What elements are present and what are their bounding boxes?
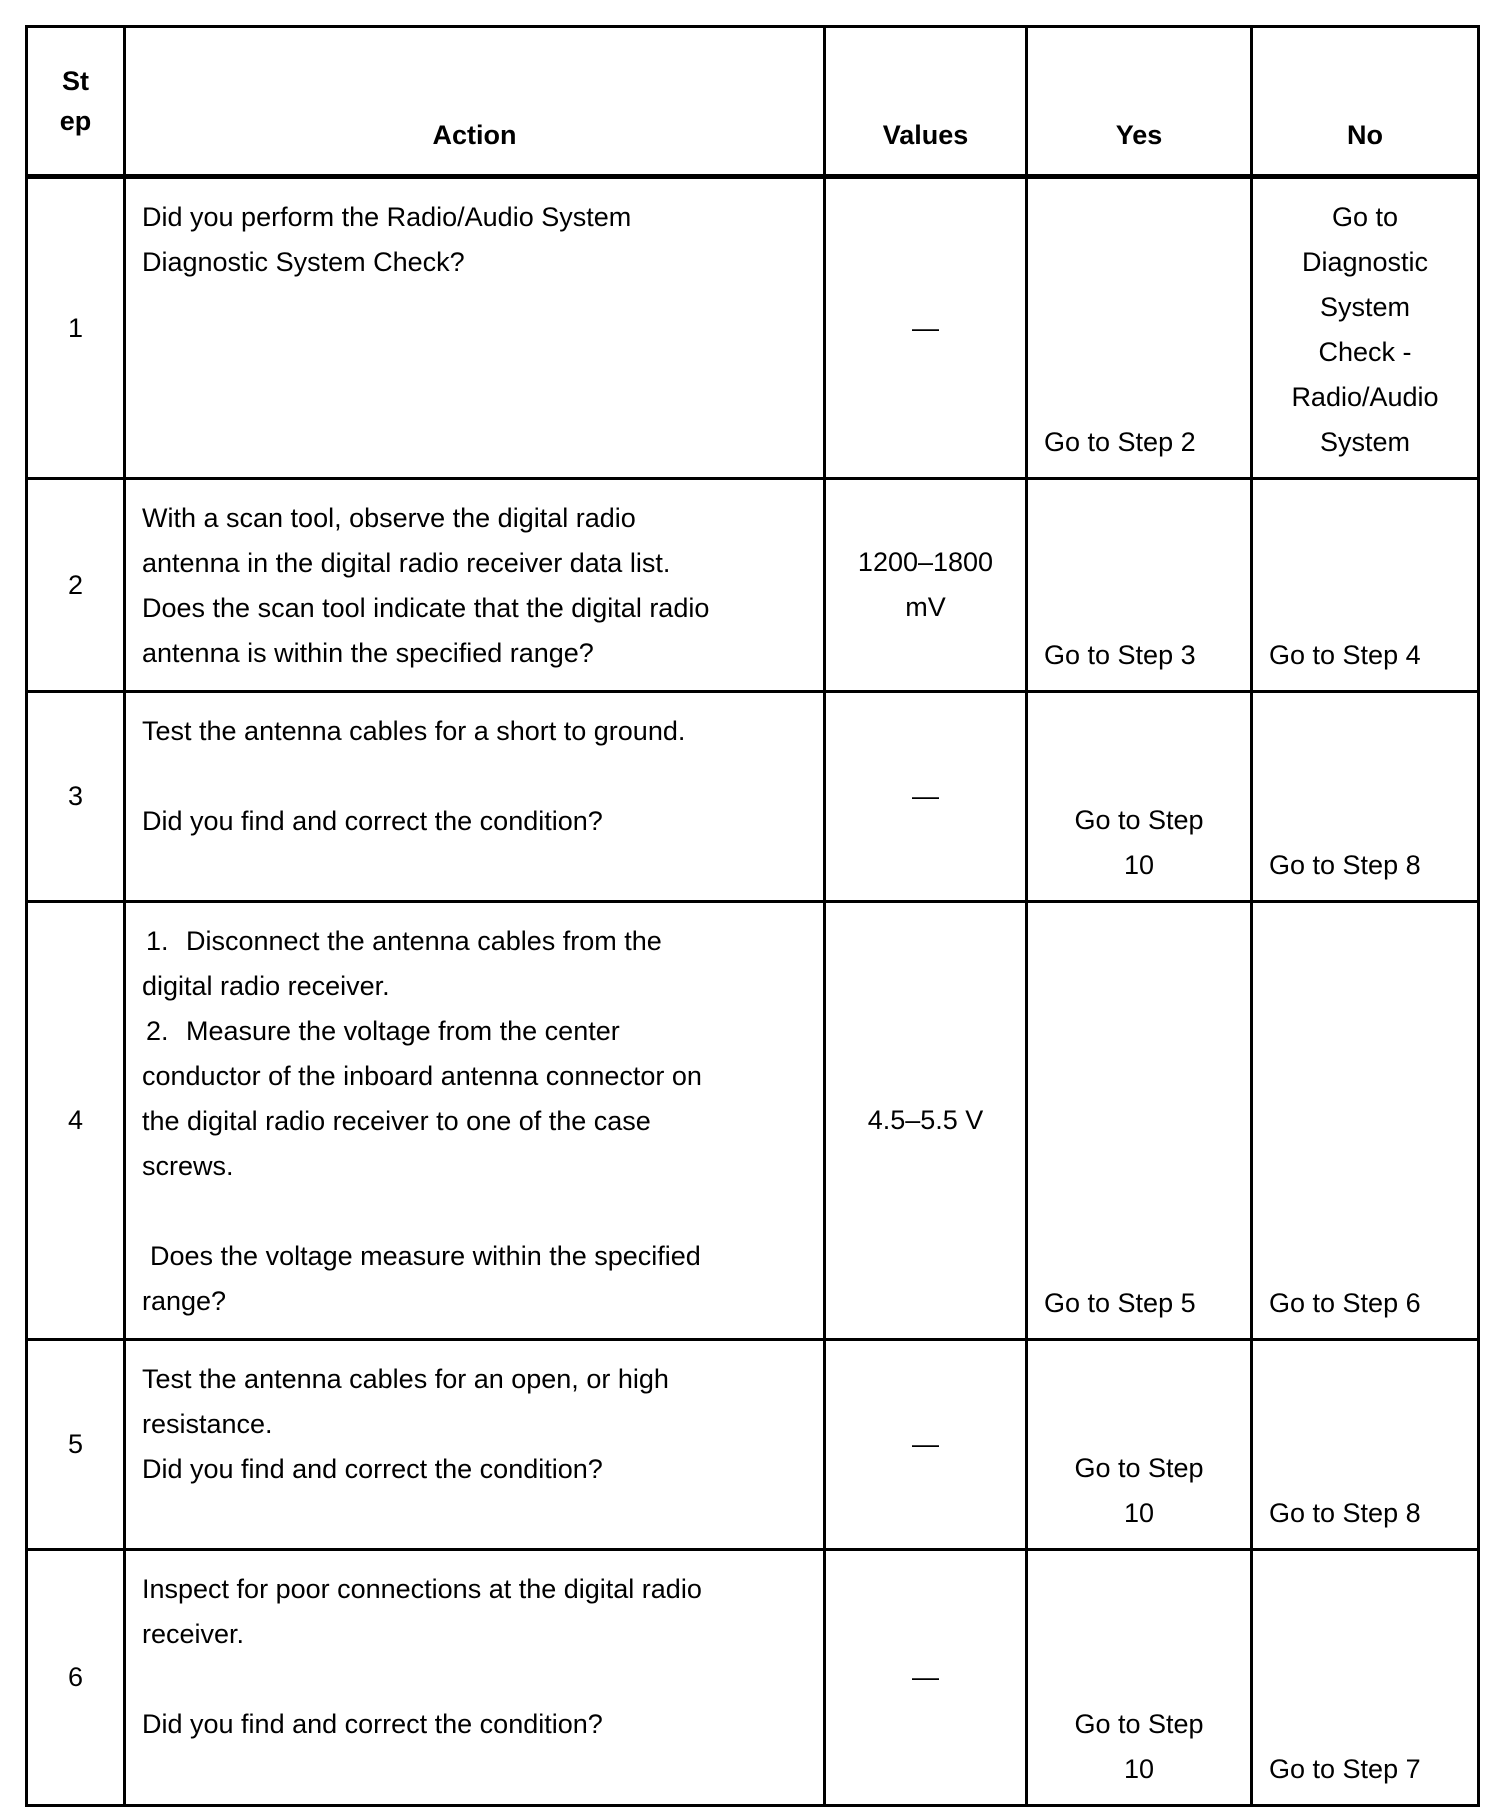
yes-cell: Go to Step 10 [1027, 1340, 1252, 1550]
step-number: 5 [27, 1340, 125, 1550]
action-cell: Inspect for poor connections at the digital radio receiver. Did you find and correct the condition? [125, 1550, 825, 1806]
yes-cell: Go to Step 10 [1027, 1550, 1252, 1806]
diagnostic-table [25, 25, 1480, 1807]
step-number: 6 [27, 1550, 125, 1806]
action-cell: Test the antenna cables for a short to ground. Did you find and correct the condition? [125, 692, 825, 902]
values-cell: 1200–1800 mV [825, 479, 1027, 692]
header-step: St ep [27, 27, 125, 177]
table-row [27, 1340, 1479, 1550]
values-cell: — [825, 1550, 1027, 1806]
header-yes: Yes [1027, 27, 1252, 177]
step-number: 1 [27, 177, 125, 479]
table-row [27, 177, 1479, 479]
table-row [27, 902, 1479, 1340]
no-cell: Go to Step 7 [1252, 1550, 1479, 1806]
table-row [27, 692, 1479, 902]
no-cell: Go to Step 8 [1252, 692, 1479, 902]
table-row [27, 1550, 1479, 1806]
header-values: Values [825, 27, 1027, 177]
no-cell: Go to Step 8 [1252, 1340, 1479, 1550]
yes-cell: Go to Step 10 [1027, 692, 1252, 902]
header-action: Action [125, 27, 825, 177]
yes-cell: Go to Step 2 [1027, 177, 1252, 479]
action-cell: Did you perform the Radio/Audio System Diagnostic System Check? [125, 177, 825, 479]
step-number: 4 [27, 902, 125, 1340]
yes-cell: Go to Step 5 [1027, 902, 1252, 1340]
values-cell: — [825, 177, 1027, 479]
no-cell: Go to Step 6 [1252, 902, 1479, 1340]
values-cell: — [825, 1340, 1027, 1550]
yes-cell: Go to Step 3 [1027, 479, 1252, 692]
list-item: 1. Disconnect the antenna cables from the [146, 926, 662, 956]
action-cell: Test the antenna cables for an open, or high resistance. Did you find and correct the condition? [125, 1340, 825, 1550]
step-number: 3 [27, 692, 125, 902]
action-cell: 1. Disconnect the antenna cables from the digital radio receiver. 2. Measure the voltage from the center conductor of the inboard antenna connector on the digital radio receiver to one of the case screws. Does the voltage measure within the specified range? [125, 902, 825, 1340]
diagnostic-table-container [25, 25, 1477, 1807]
header-row [27, 27, 1479, 177]
list-item: 2. Measure the voltage from the center [146, 1016, 620, 1046]
table-row [27, 479, 1479, 692]
values-cell: — [825, 692, 1027, 902]
no-cell: Go to Diagnostic System Check - Radio/Audio System [1252, 177, 1479, 479]
no-cell: Go to Step 4 [1252, 479, 1479, 692]
step-number: 2 [27, 479, 125, 692]
action-cell: With a scan tool, observe the digital radio antenna in the digital radio receiver data list. Does the scan tool indicate that the digital radio antenna is within the specified range? [125, 479, 825, 692]
values-cell: 4.5–5.5 V [825, 902, 1027, 1340]
header-no: No [1252, 27, 1479, 177]
